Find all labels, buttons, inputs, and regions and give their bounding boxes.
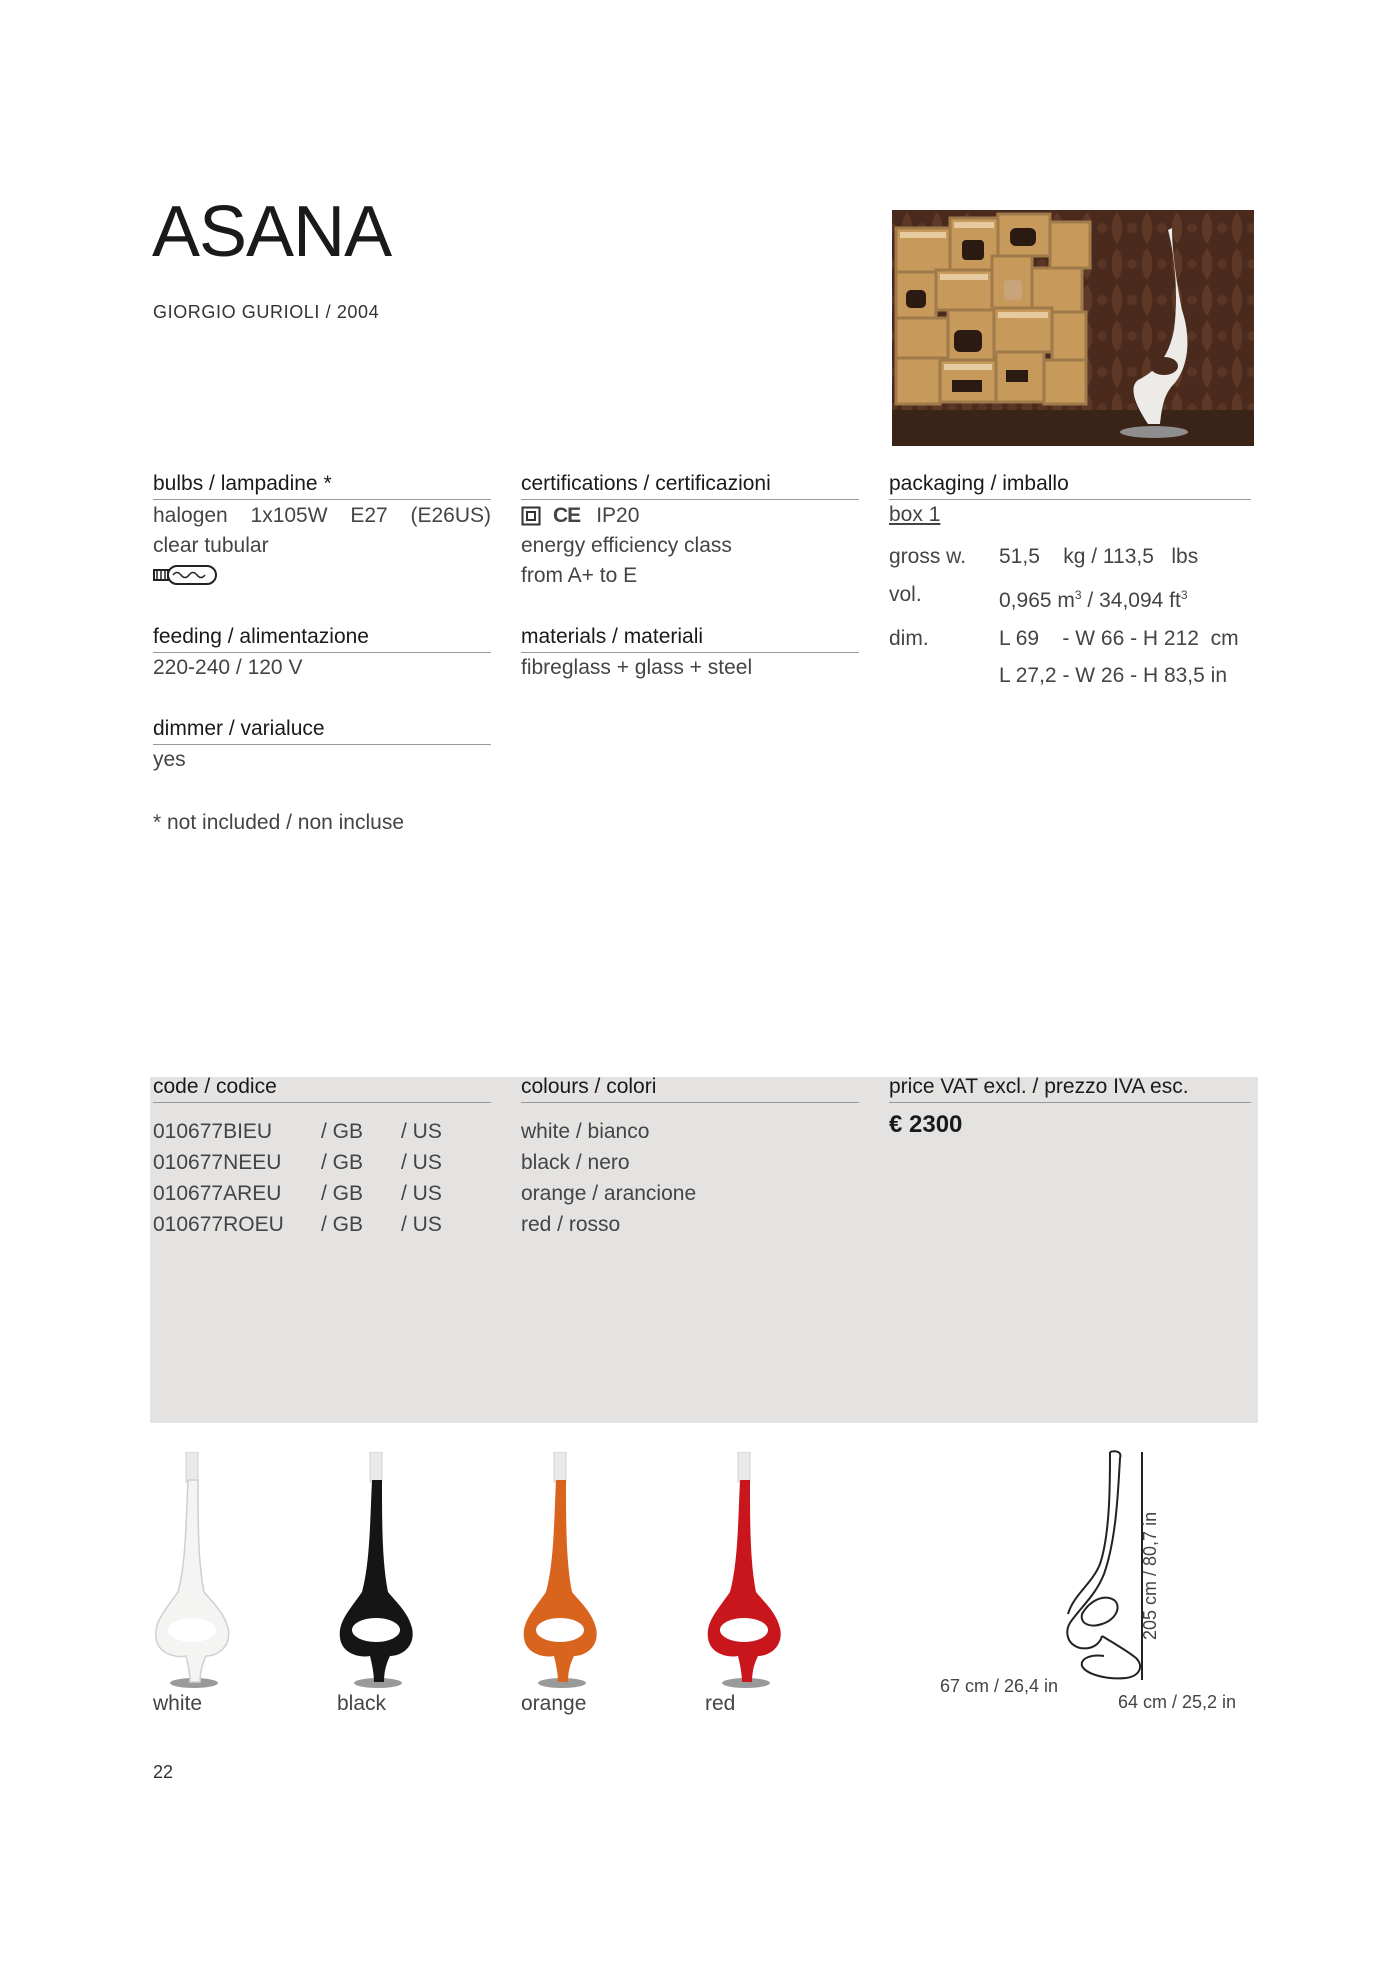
gross-weight-row xyxy=(889,538,1251,576)
depth-dimension: 67 cm / 26,4 in xyxy=(940,1676,1059,1696)
page-number: 22 xyxy=(153,1762,174,1782)
bulb-shape: clear tubular xyxy=(153,534,269,557)
energy-class-line2: from A+ to E xyxy=(521,564,638,587)
list-item: 010677BIEU / GB / US xyxy=(153,1120,442,1143)
colours-list xyxy=(521,1116,859,1240)
codes-section xyxy=(153,1075,491,1240)
dim-row xyxy=(889,620,1251,658)
vol-value: 0,965 $m^3 / 34,094$ $ft^3$ xyxy=(999,588,1188,612)
cert-marks xyxy=(521,501,859,531)
ip-rating: IP20 xyxy=(596,504,640,527)
colours-section xyxy=(521,1075,859,1240)
gross-label: gross w. xyxy=(889,545,967,568)
bulbs-section xyxy=(153,472,491,592)
variant-orange-image xyxy=(516,1452,606,1692)
box-label: box 1 xyxy=(889,503,941,526)
dim-label: dim. xyxy=(889,627,929,650)
vol-label: vol. xyxy=(889,583,922,606)
bulb-socket-us: (E26US) xyxy=(410,504,491,527)
feeding-heading: feeding / alimentazione xyxy=(153,625,491,653)
price-heading: price VAT excl. / prezzo IVA esc. xyxy=(889,1075,1251,1103)
bulbs-spec xyxy=(153,501,491,531)
dim-cm: L 69 - W 66 - H 212 cm xyxy=(999,627,1239,650)
variant-black-image xyxy=(332,1452,422,1692)
feeding-section xyxy=(153,625,491,683)
bulb-power: 1x105W xyxy=(250,504,328,527)
materials-value: fibreglass + glass + steel xyxy=(521,656,753,679)
list-item: red / rosso xyxy=(521,1213,621,1236)
height-dimension: 205 cm / 80,7 in xyxy=(1140,1511,1160,1640)
dimmer-heading: dimmer / varialuce xyxy=(153,717,491,745)
dimmer-section xyxy=(153,717,491,775)
product-title: ASANA xyxy=(152,192,392,272)
bulb-socket: E27 xyxy=(350,504,388,527)
gross-value: 51,5 kg / 113,5 lbs xyxy=(999,545,1199,568)
dimmer-value: yes xyxy=(153,748,186,771)
variant-black-label: black xyxy=(337,1692,387,1715)
width-dimension: 64 cm / 25,2 in xyxy=(1118,1692,1237,1712)
variant-red-label: red xyxy=(705,1692,736,1715)
list-item: 010677ROEU / GB / US xyxy=(153,1213,442,1236)
certifications-section xyxy=(521,472,859,591)
bulbs-heading: bulbs / lampadine * xyxy=(153,472,491,500)
tubular-bulb-icon xyxy=(153,563,491,592)
footnote: * not included / non incluse xyxy=(153,811,405,834)
packaging-heading: packaging / imballo xyxy=(889,472,1251,500)
variant-orange-label: orange xyxy=(521,1692,587,1715)
price-value: € 2300 xyxy=(889,1111,963,1138)
volume-row xyxy=(889,576,1251,620)
list-item: white / bianco xyxy=(521,1120,650,1143)
bulb-type: halogen xyxy=(153,504,228,527)
list-item: 010677NEEU / GB / US xyxy=(153,1151,442,1174)
price-section xyxy=(889,1075,1251,1139)
ce-mark-icon: CE xyxy=(553,504,581,527)
codes-list xyxy=(153,1116,491,1240)
feeding-value: 220-240 / 120 V xyxy=(153,656,303,679)
certifications-heading: certifications / certificazioni xyxy=(521,472,859,500)
ambient-photo xyxy=(892,210,1254,446)
dim-in: L 27,2 - W 26 - H 83,5 in xyxy=(999,664,1227,687)
materials-section xyxy=(521,625,859,683)
list-item: orange / arancione xyxy=(521,1182,697,1205)
materials-heading: materials / materiali xyxy=(521,625,859,653)
variant-white-label: white xyxy=(153,1692,203,1715)
variant-white-image xyxy=(148,1452,238,1692)
list-item: black / nero xyxy=(521,1151,630,1174)
list-item: 010677AREU / GB / US xyxy=(153,1182,442,1205)
double-insulation-icon xyxy=(521,506,541,526)
variant-red-image xyxy=(700,1452,790,1692)
colours-heading: colours / colori xyxy=(521,1075,859,1103)
energy-class-line1: energy efficiency class xyxy=(521,534,732,557)
packaging-section xyxy=(889,472,1251,694)
dim-in-row xyxy=(889,658,1251,694)
designer-year: GIORGIO GURIOLI / 2004 xyxy=(153,302,380,322)
codes-heading: code / codice xyxy=(153,1075,491,1103)
